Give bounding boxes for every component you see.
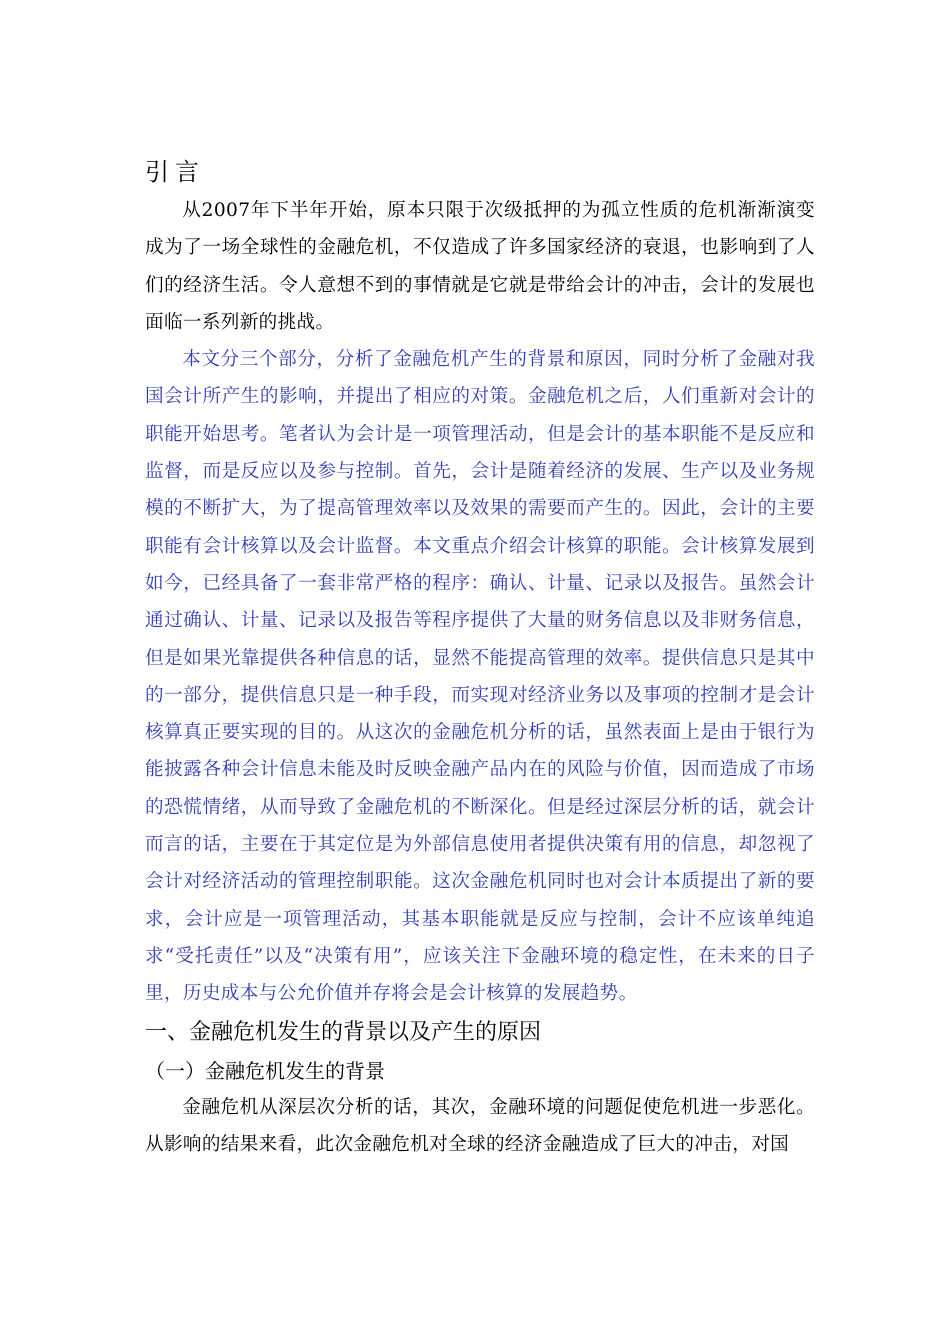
abstract-paragraph: 本文分三个部分，分析了金融危机产生的背景和原因，同时分析了金融对我国会计所产生的影响，并提出了相应的对策。金融危机之后，人们重新对会计的职能开始思考。笔者认为会计是一项管理活动，但是会计的基本职能不是反应和监督，而是反应以及参与控制。首先，会计是随着经济的发展、生产以及业务规模的不断扩大，为了提高管理效率以及效果的需要而产生的。因此，会计的主要职能有会计核算以及会计监督。本文重点介绍会计核算的职能。会计核算发展到如今，已经具备了一套非常严格的程序：确认、计量、记录以及报告。虽然会计通过确认、计量、记录以及报告等程序提供了大量的财务信息以及非财务信息，但是如果光靠提供各种信息的话，显然不能提高管理的效率。提供信息只是其中的一部分，提供信息只是一种手段，而实现对经济业务以及事项的控制才是会计核算真正要实现的目的。从这次的金融危机分析的话，虽然表面上是由于银行为能披露各种会计信息未能及时反映金融产品内在的风险与价值，因而造成了市场的恐慌情绪，从而导致了金融危机的不断深化。但是经过深层分析的话，就会计而言的话，主要在于其定位是为外部信息使用者提供决策有用的信息，却忽视了会计对经济活动的管理控制职能。这次金融危机同时也对会计本质提出了新的要求，会计应是一项管理活动，其基本职能就是反应与控制，会计不应该单纯追求“受托责任”以及“决策有用”，应该关注下金融环境的稳定性，在未来的日子里，历史成本与公允价值并存将会是会计核算的发展趋势。 [145,349,815,1005]
section-heading: 一、金融危机发生的背景以及产生的原因 [145,1019,542,1045]
intro-paragraph: 从2007年下半年开始，原本只限于次级抵押的为孤立性质的危机渐渐演变成为了一场全球性的金融危机，不仅造成了许多国家经济的衰退，也影响到了人们的经济生活。令人意想不到的事情就是它就是带给会计的冲击，会计的发展也面临一系列新的挑战。 [145,200,815,333]
intro-heading: 引言 [145,158,205,186]
subsection-paragraph: 金融危机从深层次分析的话，其次，金融环境的问题促使危机进一步恶化。从影响的结果来看，此次金融危机对全球的经济金融造成了巨大的冲击，对国 [145,1096,815,1155]
document-body [145,152,815,1163]
subsection-heading: （一）金融危机发生的背景 [145,1058,385,1083]
